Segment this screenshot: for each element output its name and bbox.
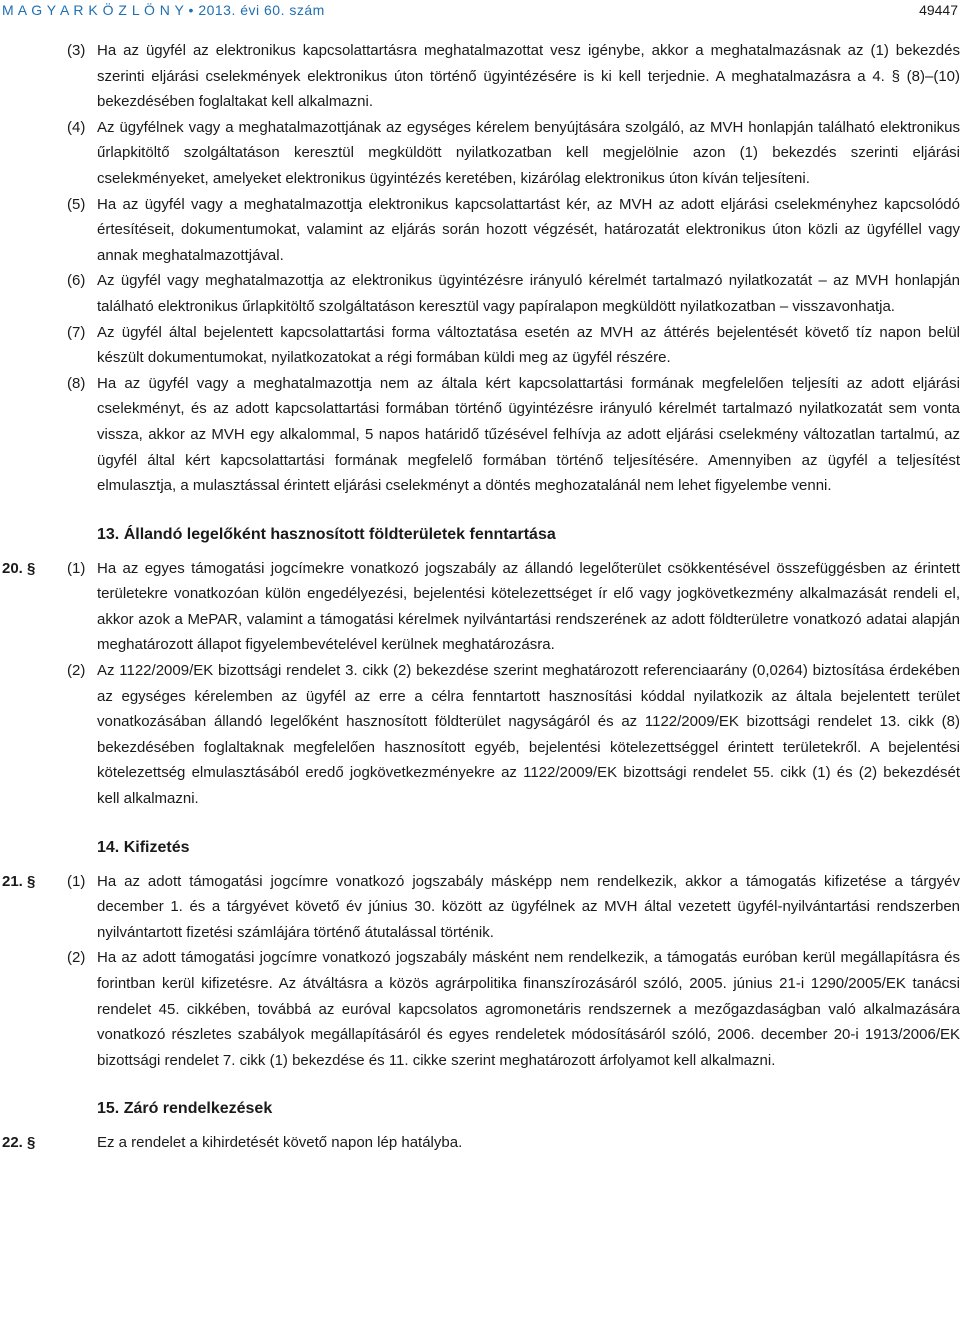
paragraph-text: Ha az adott támogatási jogcímre vonatkozó jogszabály másként nem rendelkezik, a támogatás euróban kerül megállapításra és forintban kerül kifizetésre. Az átváltásra a közös agrárpolitika finanszírozásáról szóló, 2005. június 21-i 1290/2005/EK tanácsi rendelet 45. cikkében, továbbá az euróval kapcsolatos agromonetáris rendszernek a mezőgazdaságban való alkalmazására vonatkozó részletes szabályok megállapításáról és egyes rendeletek módosításáról szóló, 2006. december 20-i 1913/2006/EK bizottsági rendelet 7. cikk (1) bekezdése és 11. cikke szerint meghatározott árfolyamot kell alkalmazni.: [97, 949, 960, 1069]
article-20: [0, 556, 960, 812]
paragraph-number: (4): [67, 118, 86, 136]
paragraph-number: (6): [67, 272, 86, 290]
paragraph-number: (1): [67, 872, 86, 890]
paragraph-number: (8): [67, 374, 86, 392]
paragraph-text: Az ügyfél vagy meghatalmazottja az elektronikus ügyintézésre irányuló kérelmét tartalmazó nyilatkozatát – az MVH honlapján található elektronikus űrlapkitöltő szolgáltatáson keresztül vagy papíralapon megküldött nyilatkozatban – visszavonhatja.: [97, 272, 960, 315]
paragraph-7: [0, 320, 960, 371]
paragraph-text: Ha az ügyfél az elektronikus kapcsolattartásra meghatalmazottat vesz igénybe, akkor a meghatalmazásnak az (1) bekezdés szerinti eljárási cselekmények elektronikus úton történő ügyintézésére is ki kell terjednie. A meghatalmazásra a 4. § (8)–(10) bekezdésében foglaltakat kell alkalmazni.: [97, 42, 960, 111]
paragraph-text: Ha az adott támogatási jogcímre vonatkozó jogszabály másképp nem rendelkezik, akkor a támogatás kifizetése a tárgyév december 1. és a tárgyévet követő év június 30. között az ügyfélnek az MVH által vezetett ügyfél-nyilvántartási rendszerben nyilvántartott fizetési számlájára történő átutalással történik.: [97, 872, 960, 941]
document-body: [0, 38, 960, 1156]
paragraph-number: (5): [67, 195, 86, 213]
paragraph-8: [0, 371, 960, 499]
article-22-text: [0, 1130, 960, 1156]
journal-title: M A G Y A R K Ö Z L Ö N Y • 2013. évi 60. szám: [2, 2, 325, 18]
section-15-heading: 15. Záró rendelkezések: [97, 1100, 273, 1118]
page-number: 49447: [919, 2, 958, 18]
paragraph-number: (3): [67, 42, 86, 59]
article-21-paragraph-2: [0, 945, 960, 1073]
paragraph-text: Az ügyfél által bejelentett kapcsolattartási forma változtatása esetén az MVH az áttérés bejelentését követő tíz napon belül készült dokumentumokat, nyilatkozatokat a régi formában küldi meg az ügyfél részére.: [97, 323, 960, 367]
paragraph-text: Ha az egyes támogatási jogcímekre vonatkozó jogszabály az állandó legelőterület csökkentésével összefüggésben az érintett területekre vonatkozóan külön engedélyezési, bejelentési kötelezettséget ír elő vagy jogkövetkezmény alkalmazását rendeli el, akkor azok a MePAR, valamint a támogatási kérelmek nyilvántartási rendszerének az adott földterületre vonatkozó adatai alapján meghatározott állapot figyelembevételével kerülnek meghatározásra.: [97, 559, 960, 654]
paragraph-text: Az 1122/2009/EK bizottsági rendelet 3. cikk (2) bekezdése szerint meghatározott referenciaarány (0,0264) biztosítása érdekében az egységes kérelemben az ügyfél az erre a célra fenntartott hasznosítási kóddal nyilatkozik az általa bejelentett terület vonatkozásában állandó legelőként hasznosított földterület nagyságáról és az 1122/2009/EK bizottsági rendelet 13. cikk (8) bekezdésében foglaltaknak megfelelően hasznosított egyéb, bejelentési kötelezettséggel érintett területekről. A bejelentési kötelezettség elmulasztásából eredő jogkövetkezményekre az 1122/2009/EK bizottsági rendelet 55. cikk (1) és (2) bekezdését kell alkalmazni.: [97, 662, 960, 808]
paragraph-number: (7): [67, 323, 86, 341]
paragraph-6: [0, 268, 960, 319]
article-22: [0, 1130, 960, 1156]
paragraph-text: Ha az ügyfél vagy a meghatalmazottja nem az általa kért kapcsolattartási formának megfelelően teljesíti az adott eljárási cselekményt, és az adott kapcsolattartási formában történő ügyintézésre irányuló kérelmét tartalmazó nyilatkozatát sem vonta vissza, akkor az MVH egy alkalommal, 5 napos határidő tűzésével felhívja az adott eljárási cselekmény változatlan tartalmú, az ügyfél által kért kapcsolattartási formának megfelelő formában történő teljesítésére. Amennyiben az ügyfél a teljesítést elmulasztja, a mulasztással érintett eljárási cselekményt a döntés meghozatalánál nem lehet figyelembe venni.: [97, 374, 960, 495]
paragraph-3: [0, 38, 960, 115]
paragraph-text: Ez a rendelet a kihirdetését követő napon lép hatályba.: [97, 1134, 463, 1152]
article-20-paragraph-2: [0, 658, 960, 812]
paragraph-4: [0, 115, 960, 192]
paragraph-number: (1): [67, 559, 86, 577]
page-header: [0, 0, 960, 20]
article-number: 20. §: [2, 559, 36, 577]
section-14-heading: 14. Kifizetés: [97, 838, 190, 856]
article-21-paragraph-1: [0, 869, 960, 946]
paragraph-text: Ha az ügyfél vagy a meghatalmazottja elektronikus kapcsolattartást kér, az MVH az adott eljárási cselekményhez kapcsolódó értesítéseit, dokumentumokat, valamint az eljárás során hozott végzését, határozatát elektronikus úton közli az ügyféllel vagy annak meghatalmazottjával.: [97, 195, 960, 264]
article-number: 22. §: [2, 1134, 36, 1152]
article-20-paragraph-1: [0, 556, 960, 658]
section-13-heading: 13. Állandó legelőként hasznosított földterületek fenntartása: [97, 525, 556, 543]
paragraph-number: (2): [67, 662, 86, 680]
article-21: [0, 869, 960, 1074]
paragraph-5: [0, 192, 960, 269]
paragraph-number: (2): [67, 949, 86, 967]
paragraph-text: Az ügyfélnek vagy a meghatalmazottjának az egységes kérelem benyújtására szolgáló, az MVH honlapján található elektronikus űrlapkitöltő szolgáltatáson keresztül megküldött nyilatkozatban kell megjelölnie azon (1) bekezdés szerinti eljárási cselekményeket, amelyeket elektronikus ügyintézés keretében, kizárólag elektronikus úton kíván teljesíteni.: [97, 118, 960, 187]
article-number: 21. §: [2, 872, 36, 890]
